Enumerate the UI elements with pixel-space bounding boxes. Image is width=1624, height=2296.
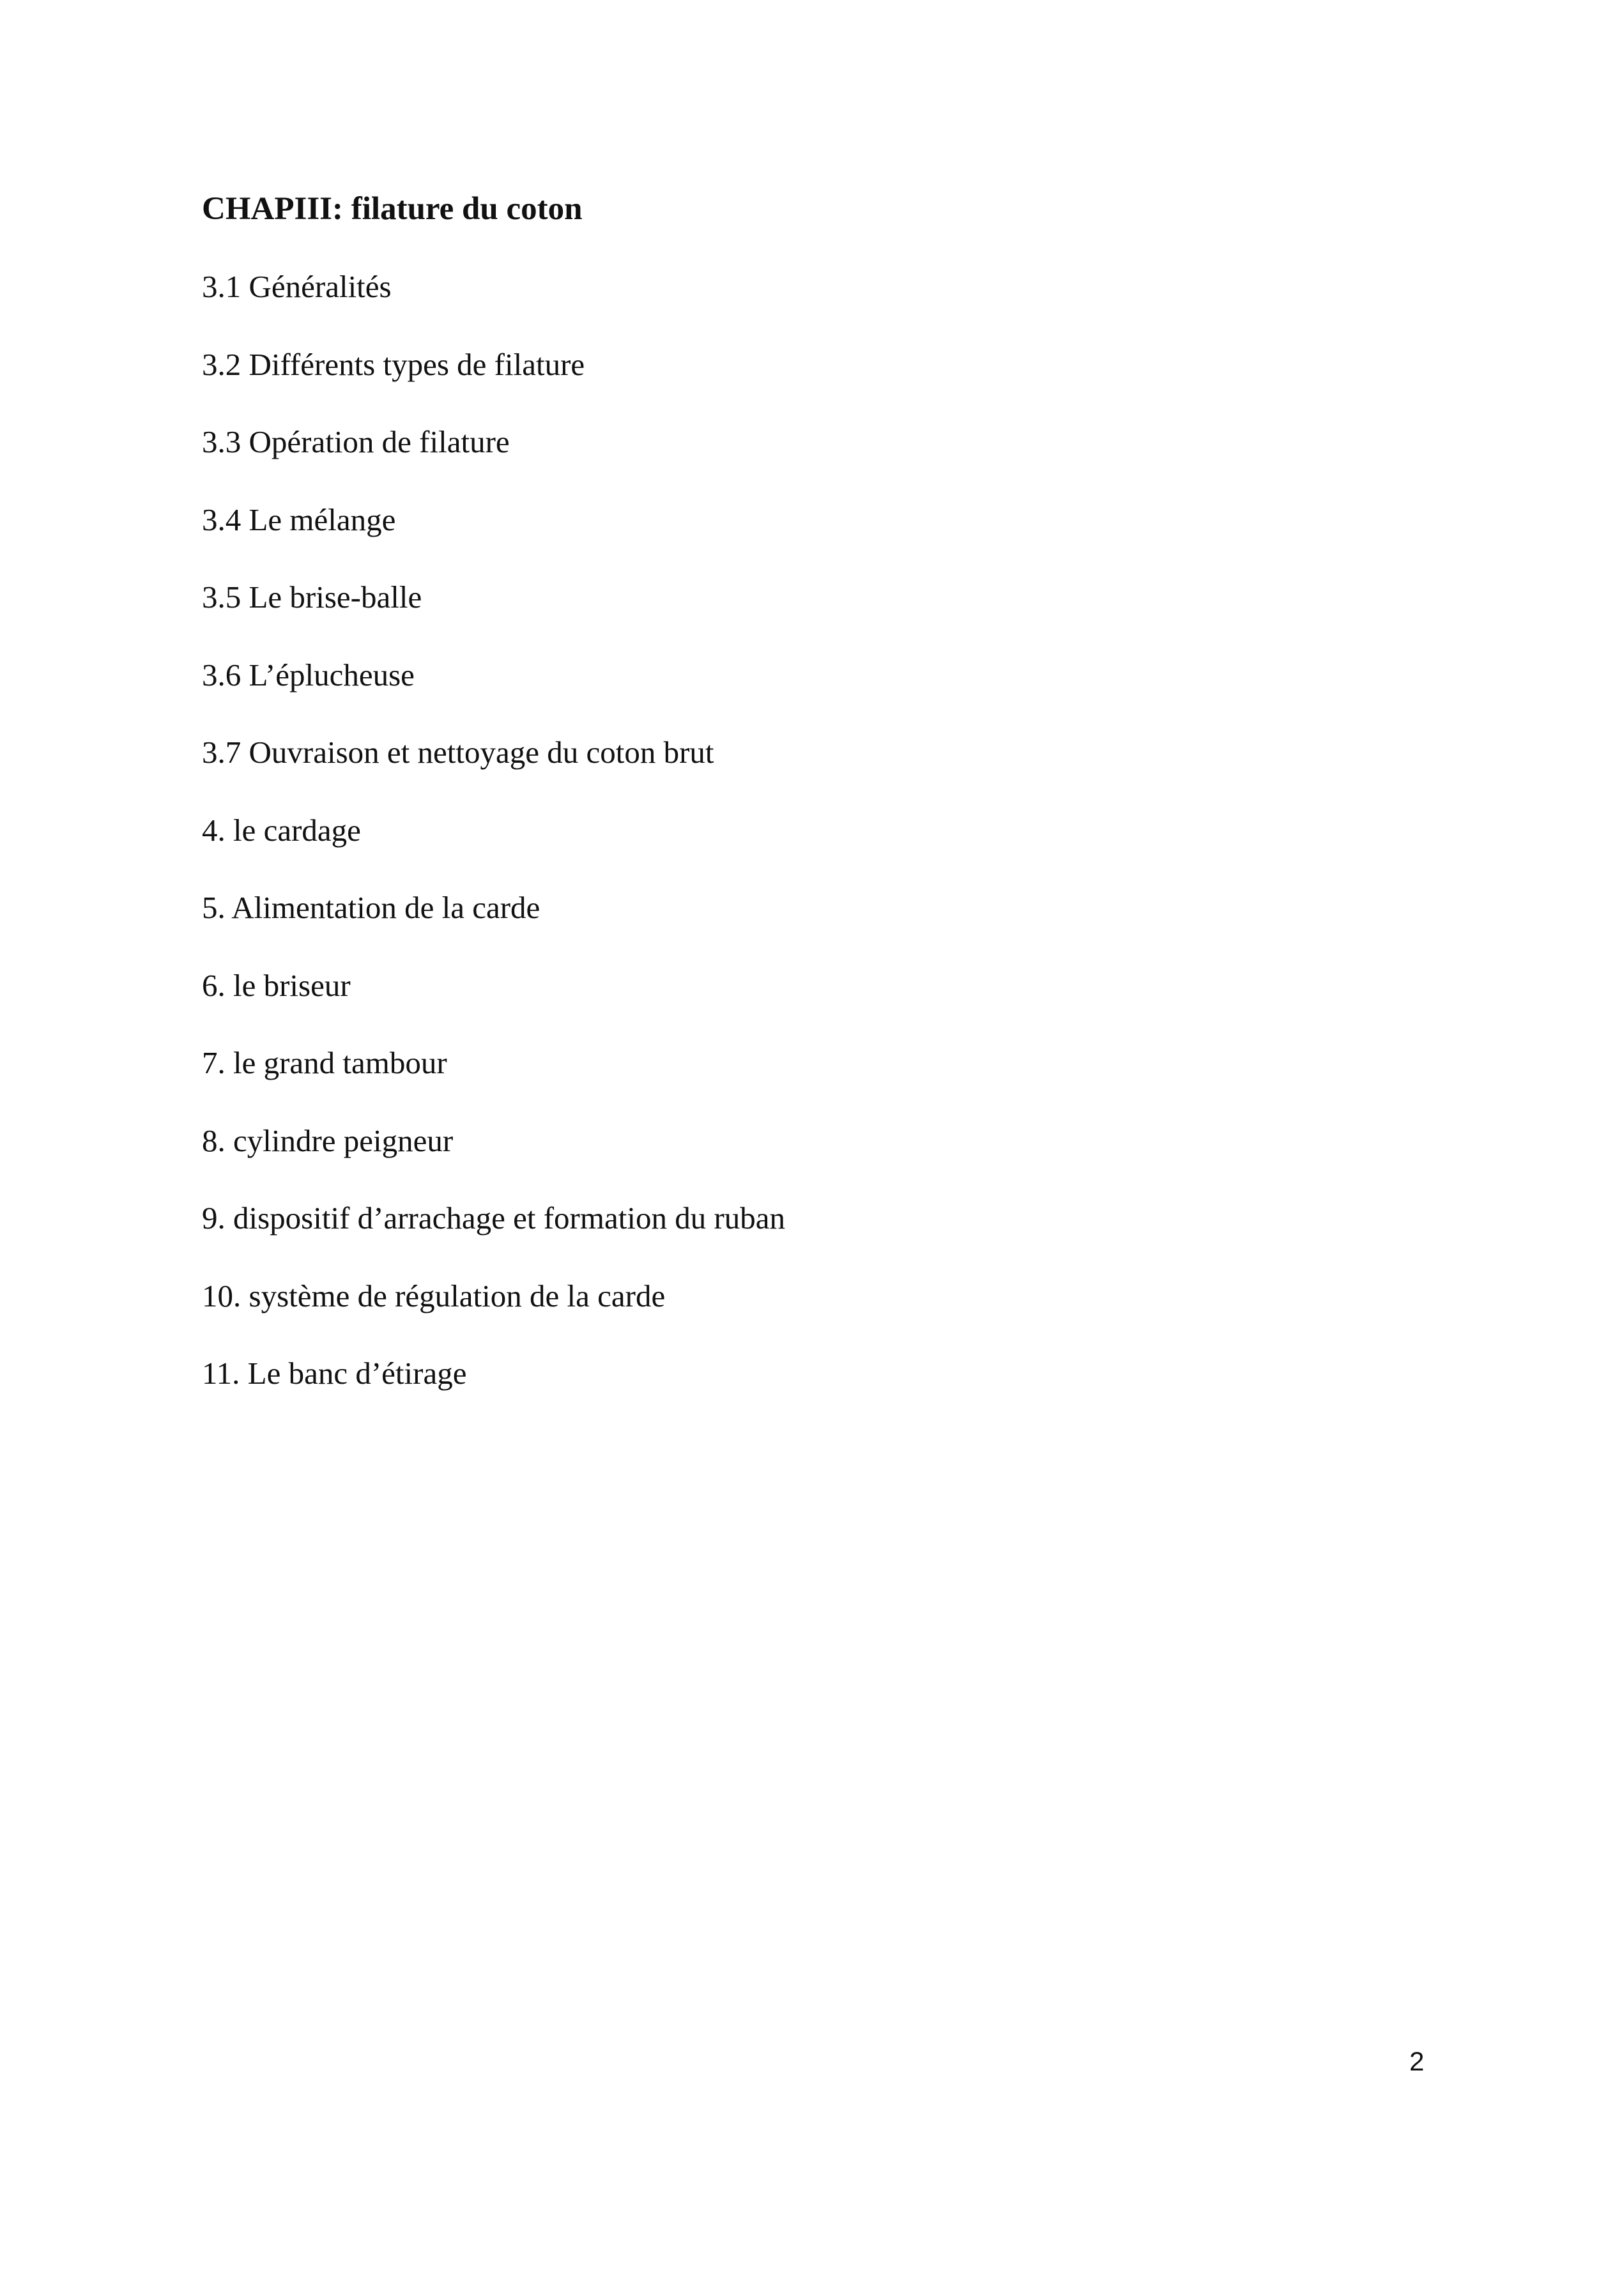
toc-item: 3.5 Le brise-balle (202, 579, 422, 615)
toc-item: 5. Alimentation de la carde (202, 890, 540, 925)
toc-item: 10. système de régulation de la carde (202, 1278, 666, 1313)
toc-item: 11. Le banc d’étirage (202, 1356, 467, 1391)
page-number: 2 (1409, 2046, 1425, 2076)
toc-item: 7. le grand tambour (202, 1045, 447, 1080)
table-of-contents (202, 264, 785, 1429)
chapter-title: CHAPIII: filature du coton (202, 191, 583, 227)
toc-item: 3.6 L’éplucheuse (202, 657, 415, 693)
toc-item: 3.1 Généralités (202, 269, 392, 304)
toc-item: 9. dispositif d’arrachage et formation du ruban (202, 1200, 786, 1236)
toc-item: 3.3 Opération de filature (202, 424, 510, 459)
toc-item: 8. cylindre peigneur (202, 1122, 454, 1158)
toc-item: 4. le cardage (202, 812, 361, 848)
toc-item: 3.4 Le mélange (202, 501, 396, 537)
toc-item: 3.7 Ouvraison et nettoyage du coton brut (202, 735, 714, 770)
toc-item: 6. le briseur (202, 967, 351, 1003)
toc-item: 3.2 Différents types de filature (202, 346, 585, 382)
